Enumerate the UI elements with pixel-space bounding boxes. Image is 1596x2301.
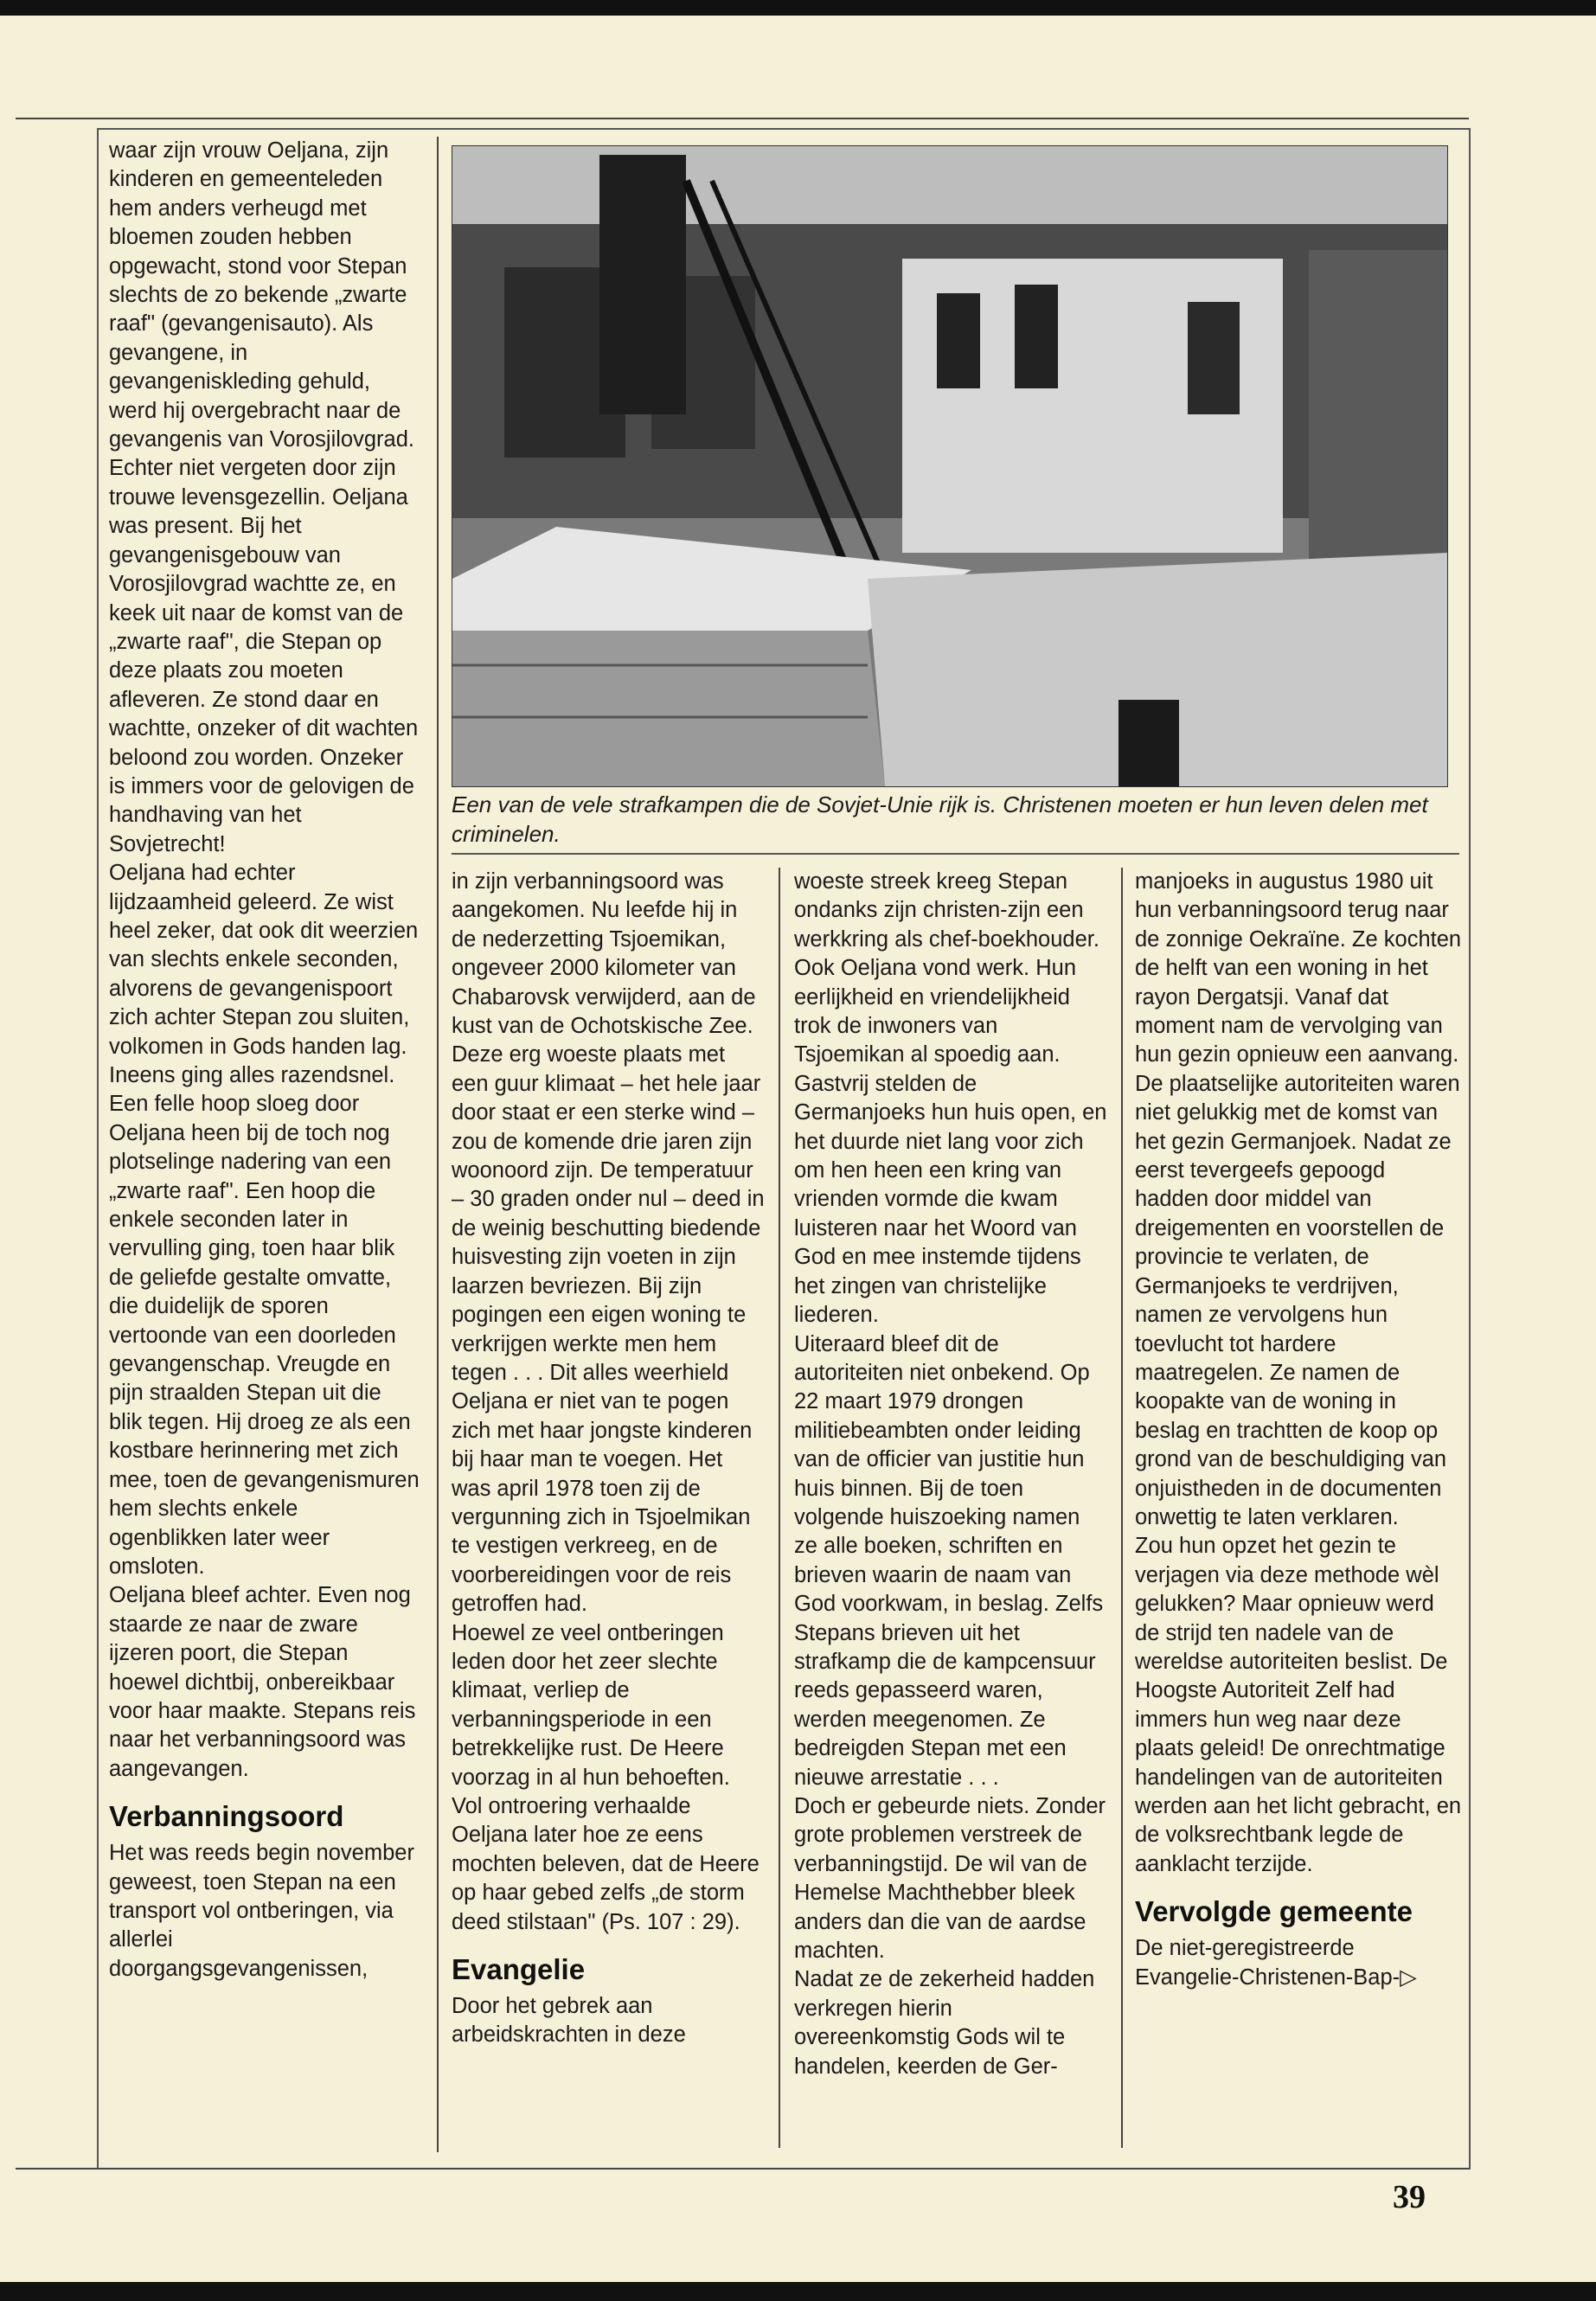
paragraph: woeste streek kreeg Stepan ondanks zijn christen-zijn een werkkring als chef-boekhouder. Ook Oeljana vond werk. Hun eerlijkheid en vriendelijkheid trok de inwoners van Tsjoemikan al spoedig aan. Gastvrij stelden de Germanjoeks hun huis open, en het duurde niet lang voor zich om hen heen een kring van vrienden vormde die kwam luisteren naar het Woord van God en mee instemde tijdens het zingen van christelijke liederen. [794,869,1107,1328]
column-rule [1121,868,1123,2148]
paragraph: waar zijn vrouw Oeljana, zijn kinderen en gemeenteleden hem anders verheugd met bloemen zouden hebben opgewacht, stond voor Stepan slechts de zo bekende „zwarte raaf" (gevangenisauto). Als gevangene, in gevangeniskleding gehuld, werd hij overgebracht naar de gevangenis van Vorosjilovgrad. Echter niet vergeten door zijn trouwe levensgezellin. Oeljana was present. Bij het gevangenisgebouw van Vorosjilovgrad wachtte ze, en keek uit naar de komst van de „zwarte raaf", die Stepan op deze plaats zou moeten afleveren. Ze stond daar en wachtte, onzeker of dit wachten beloond zou worden. Onzeker is immers voor de gelovigen de handhaving van het Sovjetrecht! [109,138,419,856]
paragraph: De niet-geregistreerde Evangelie-Christenen-Bap-▷ [1135,1936,1417,1990]
page-sheet [0,16,1596,2282]
column-rule [437,137,439,2152]
caption-rule [452,853,1459,855]
section-heading: Evangelie [452,1953,586,1986]
photo-caption: Een van de vele strafkampen die de Sovjet-Unie rijk is. Christenen moeten er hun leven delen met criminelen. [452,792,1428,847]
page-number: 39 [1393,2179,1426,2215]
paragraph: manjoeks in augustus 1980 uit hun verbanningsoord terug naar de zonnige Oekraïne. Ze kochten de helft van een woning in het rayon Dergatsji. Vanaf dat moment nam de vervolging van hun gezin opnieuw een aanvang. [1135,869,1462,1067]
paragraph: Oeljana had echter lijdzaamheid geleerd. Ze wist heel zeker, dat ook dit weerzien van slechts enkele seconden, alvorens de gevangenispoort zich achter Stepan zou sluiten, volkomen in Gods handen lag. Ineens ging alles razendsnel. Een felle hoop sloeg door Oeljana heen bij de toch nog plotselinge nadering van een „zwarte raaf". Een hoop die enkele seconden later in vervulling ging, toen haar blik de geliefde gestalte omvatte, die duidelijk de sporen vertoonde van een doorleden gevangenschap. Vreugde en pijn straalden Stepan uit die blik tegen. Hij droeg ze als een kostbare herinnering met zich mee, toen de gevangenismuren hem slechts enkele ogenblikken later weer omsloten. [109,861,420,1579]
top-rule [16,118,1469,119]
labor-camp-photo [452,145,1448,787]
paragraph: in zijn verbanningsoord was aangekomen. Nu leefde hij in de nederzetting Tsjoemikan, ongeveer 2000 kilometer van Chabarovsk verwijderd, aan de kust van de Ochotskische Zee. Deze erg woeste plaats met een guur klimaat – het hele jaar door staat er een sterke wind – zou de komende drie jaren zijn woonoord zijn. De temperatuur – 30 graden onder nul – deed in de weinig beschutting biedende huisvesting zijn voeten in zijn laarzen bevriezen. Bij zijn pogingen een eigen woning te verkrijgen werkte men hem tegen . . . Dit alles weerhield Oeljana er niet van te pogen zich met haar jongste kinderen bij haar man te voegen. Het was april 1978 toen zij de vergunning zich in Tsjoelmikan te vestigen verkreeg, en de voorbereidingen voor de reis getroffen had. [452,869,765,1617]
paragraph: De plaatselijke autoriteiten waren niet gelukkig met de komst van het gezin Germanjoek. Nadat ze eerst tevergeefs gepoogd hadden door middel van dreigementen en voorstellen de provincie te verlaten, de Germanjoeks te verdrijven, namen ze vervolgens hun toevlucht tot hardere maatregelen. Ze namen de koopakte van de woning in beslag en trachtten de koop op grond van de beschuldiging van onjuistheden in de documenten onwettig te laten verklaren. [1135,1071,1460,1529]
column-rule [779,868,780,2148]
text-column-1 [109,137,420,1984]
paragraph: Doch er gebeurde niets. Zonder grote problemen verstreek de verbanningstijd. De wil van de Hemelse Machthebber bleek anders dan die van de aardse machten. [794,1794,1106,1964]
paragraph: Door het gebrek aan arbeidskrachten in deze [452,1994,686,2048]
text-column-3 [794,868,1107,2081]
paragraph: Hoewel ze veel ontberingen leden door het zeer slechte klimaat, verliep de verbanningsperiode in een betrekkelijke rust. De Heere voorzag in al hun behoeften. Vol ontroering verhaalde Oeljana later hoe ze eens mochten beleven, dat de Heere op haar gebed zelfs „de storm deed stilstaan" (Ps. 107 : 29). [452,1620,760,1934]
bottom-rule [16,2168,1469,2170]
paragraph: Zou hun opzet het gezin te verjagen via deze methode wèl gelukken? Maar opnieuw werd de strijd ten nadele van de wereldse autoriteiten beslist. De Hoogste Autoriteit Zelf had immers hun weg naar deze plaats geleid! De onrechtmatige handelingen van de autoriteiten werden aan het licht gebracht, en de volksrechtbank legde de aanklacht terzijde. [1135,1534,1462,1876]
paragraph: Oeljana bleef achter. Even nog staarde ze naar de zware ijzeren poort, die Stepan hoewel dichtbij, onbereikbaar voor haar maakte. Stepans reis naar het verbanningsoord was aangevangen. [109,1583,416,1781]
paragraph: Het was reeds begin november geweest, toen Stepan na een transport vol ontberingen, via allerlei doorgangsgevangenissen, [109,1841,414,1981]
section-heading: Vervolgde gemeente [1135,1895,1413,1928]
paragraph: Uiteraard bleef dit de autoriteiten niet onbekend. Op 22 maart 1979 drongen militiebeambten onder leiding van de officier van justitie hun huis binnen. Bij de toen volgende huiszoeking namen ze alle boeken, schriften en brieven waarin de naam van God voorkwam, in beslag. Zelfs Stepans brieven uit het strafkamp die de kampcensuur reeds gepasseerd waren, werden meegenomen. Ze bedreigden Stepan met een nieuwe arrestatie . . . [794,1331,1104,1790]
text-column-4 [1135,868,1464,1992]
paragraph: Nadat ze de zekerheid hadden verkregen hierin overeenkomstig Gods wil te handelen, keerden de Ger- [794,1967,1095,2079]
text-column-2 [452,868,765,2050]
section-heading: Verbanningsoord [109,1800,344,1833]
